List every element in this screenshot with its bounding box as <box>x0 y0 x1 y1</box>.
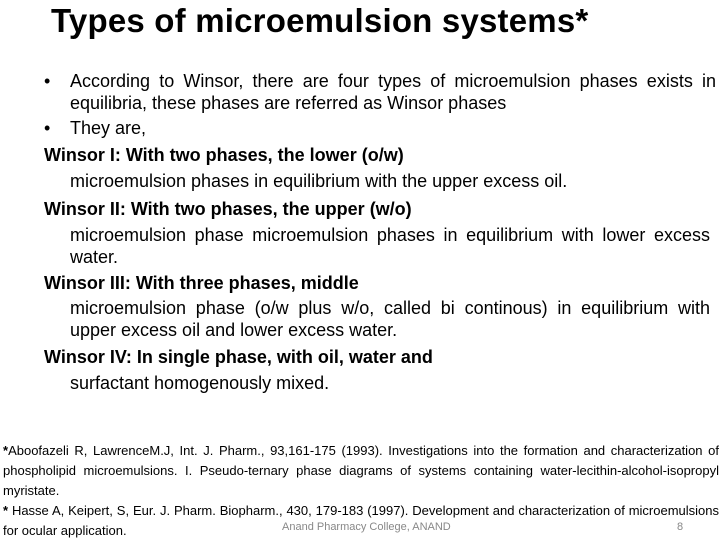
winsor-description: surfactant homogenously mixed. <box>70 373 330 393</box>
reference-text: Hasse A, Keipert, S, Eur. J. Pharm. Biopharm., 430, 179-183 (1997). Development and characterization of microemulsions for ocular application. <box>3 503 719 538</box>
winsor-heading: Winsor III: With three phases, middle <box>44 273 359 293</box>
reference-marker: * <box>3 443 9 458</box>
reference-text: Aboofazeli R, LawrenceM.J, Int. J. Pharm., 93,161-175 (1993). Investigations into the formation and characterization of phospholipid microemulsions. I. Pseudo-ternary phase diagrams of systems containing water-lecithin-alcohol-isopropyl myristate. <box>3 443 719 498</box>
bullet-dot-icon: • <box>44 71 51 91</box>
bullet-text: According to Winsor, there are four types of microemulsion phases exists in equilibria, these phases are referred as Winsor phases <box>70 71 716 113</box>
winsor-description: microemulsion phase (o/w plus w/o, called bi continous) in equilibrium with upper excess oil and lower excess water. <box>70 298 710 340</box>
bullet-dot-icon: • <box>44 118 51 138</box>
winsor-description: microemulsion phases in equilibrium with the upper excess oil. <box>70 171 568 191</box>
winsor-heading: Winsor I: With two phases, the lower (o/w) <box>44 145 404 165</box>
slide-title: Types of microemulsion systems* <box>51 2 589 39</box>
winsor-heading: Winsor II: With two phases, the upper (w/o) <box>44 199 412 219</box>
bullet-item <box>44 70 716 114</box>
reference-marker: * <box>3 503 9 518</box>
bullet-text: They are, <box>70 118 147 138</box>
winsor-description: microemulsion phase microemulsion phases in equilibrium with lower excess water. <box>70 225 710 267</box>
page-number: 8 <box>677 521 684 533</box>
reference-item <box>3 441 719 501</box>
bullet-item <box>44 117 716 139</box>
winsor-heading: Winsor IV: In single phase, with oil, water and <box>44 347 433 367</box>
footer-text: Anand Pharmacy College, ANAND <box>282 521 451 533</box>
